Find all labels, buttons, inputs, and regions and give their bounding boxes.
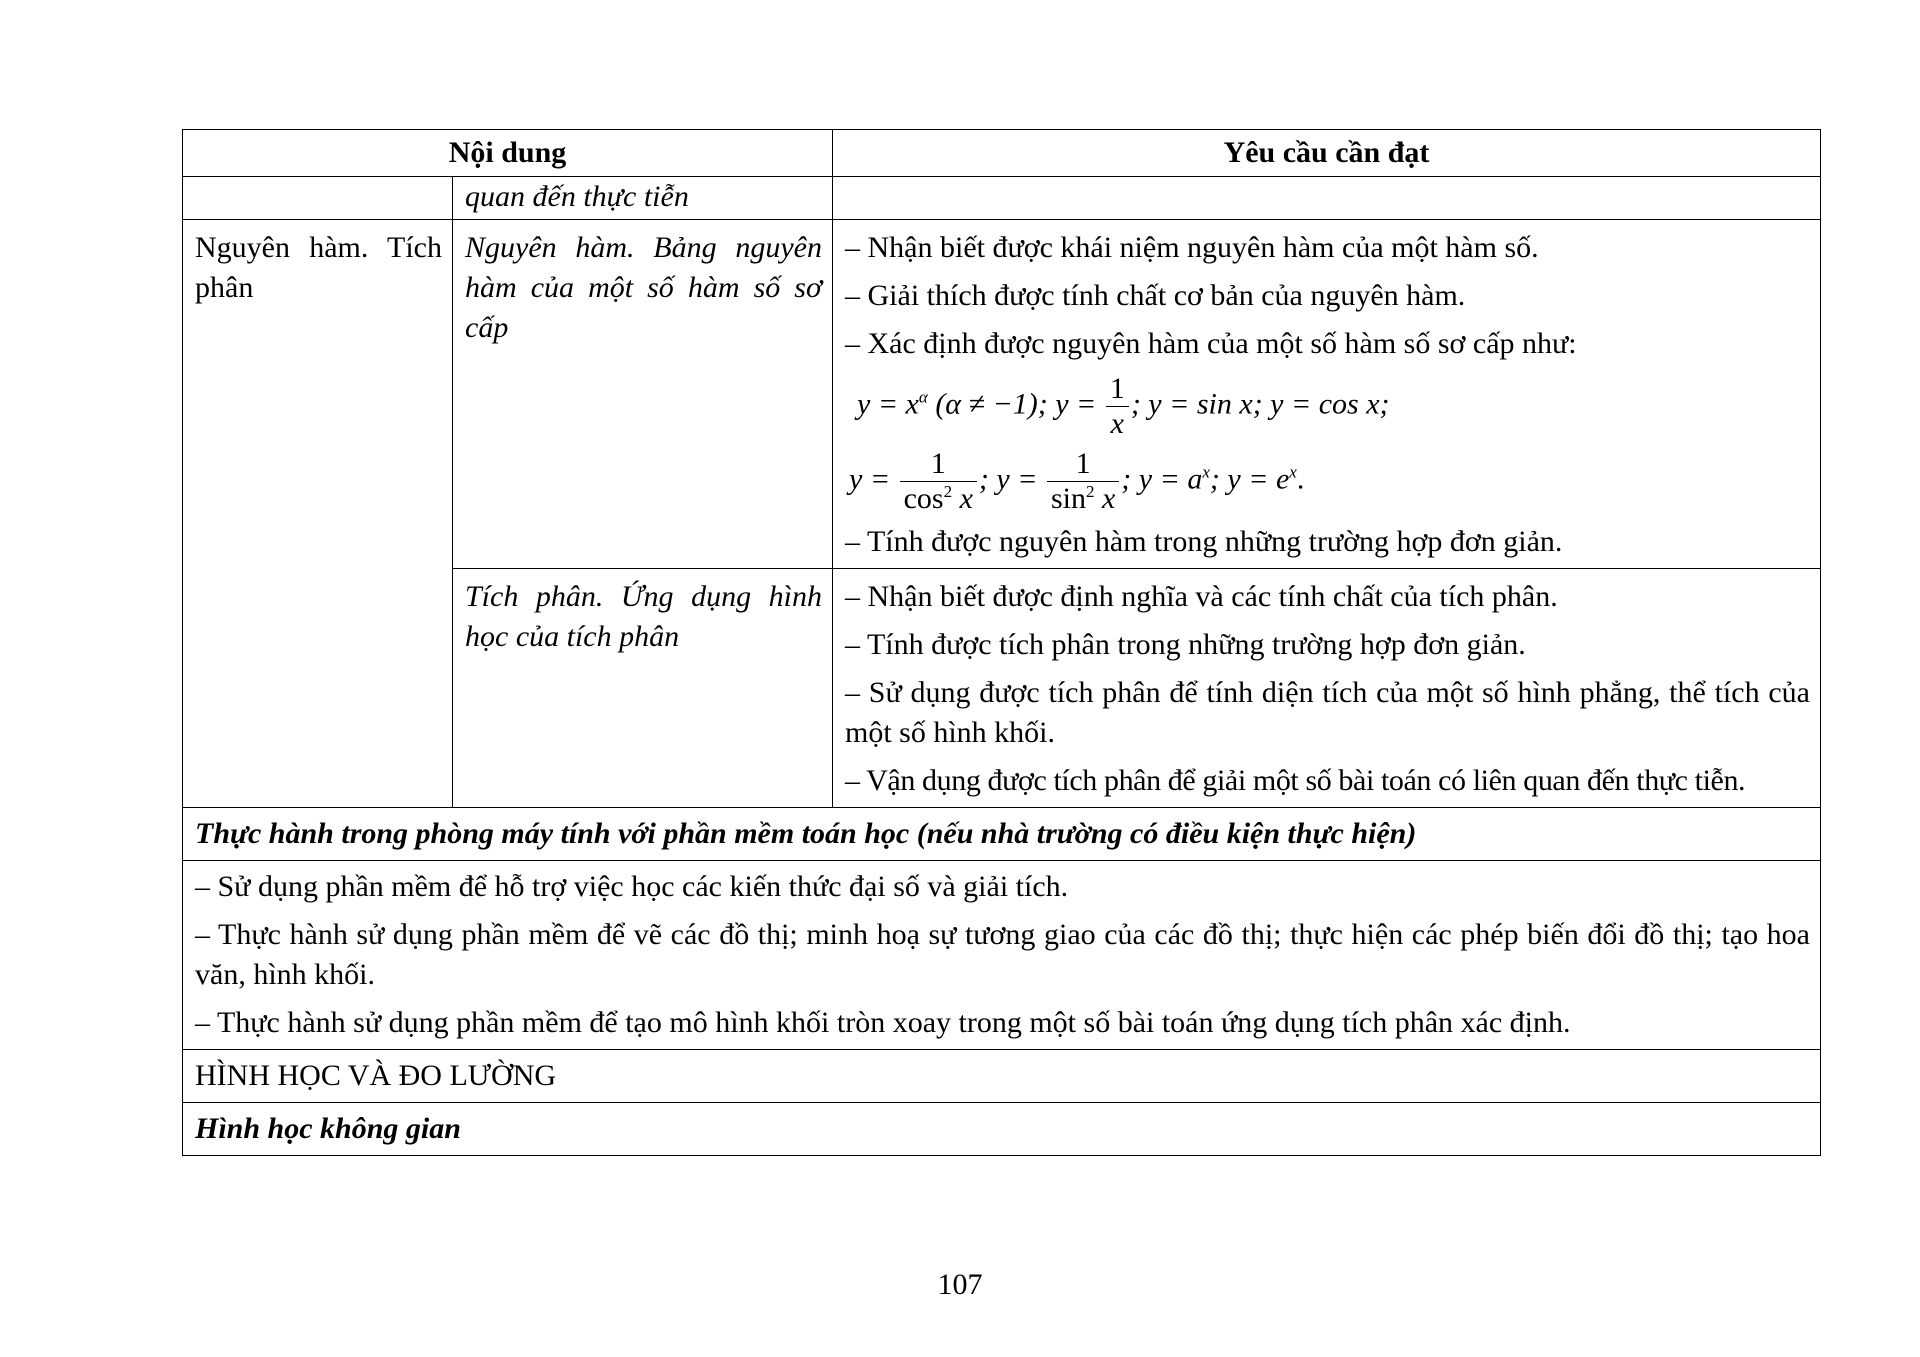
fraction: $\frac{1}{\sin^2 x}$: [1047, 447, 1119, 516]
requirement-item: – Nhận biết được khái niệm nguyên hàm của một hàm số.: [845, 231, 1539, 264]
practice-item: – Thực hành sử dụng phần mềm để vẽ các đồ thị; minh hoạ sự tương giao của các đồ thị; thực hiện các phép biến đổi đồ thị; tạo hoa văn, hình khối.: [195, 918, 1810, 991]
subtopic-continuation: quan đến thực tiễn: [453, 177, 833, 220]
subsection-heading: Hình học không gian: [183, 1103, 1821, 1156]
header-requirements: Yêu cầu cần đạt: [833, 130, 1821, 177]
fraction: $\frac{1}{x}$: [1106, 372, 1129, 441]
subtopic-antiderivative: Nguyên hàm. Bảng nguyên hàm của một số hàm số sơ cấp: [453, 220, 833, 569]
subsection-heading-row: [183, 1103, 1821, 1156]
requirement-item: – Tính được tích phân trong những trường hợp đơn giản.: [845, 628, 1526, 661]
section-heading: HÌNH HỌC VÀ ĐO LƯỜNG: [183, 1050, 1821, 1103]
header-content: Nội dung: [183, 130, 833, 177]
practice-title-row: [183, 808, 1821, 861]
formula-line-2: y = $\frac{1}{\cos^2 x}$ ; y = $\frac{1}{\sin^2 x}$ ; $y = a^x$; $y = e^x$.: [849, 447, 1305, 515]
practice-title: Thực hành trong phòng máy tính với phần mềm toán học (nếu nhà trường có điều kiện thực hiện): [183, 808, 1821, 861]
topic-cell-empty: [183, 177, 453, 220]
section-heading-row: [183, 1050, 1821, 1103]
requirement-item: – Giải thích được tính chất cơ bản của nguyên hàm.: [845, 279, 1466, 312]
curriculum-table: [182, 129, 1821, 1156]
requirement-item: – Sử dụng được tích phân để tính diện tích của một số hình phẳng, thể tích của một số hình khối.: [845, 676, 1810, 749]
requirements-integral: [833, 569, 1821, 808]
requirements-antiderivative: [833, 220, 1821, 569]
requirement-item: – Nhận biết được định nghĩa và các tính chất của tích phân.: [845, 580, 1558, 613]
requirement-item: – Vận dụng được tích phân để giải một số bài toán có liên quan đến thực tiễn.: [845, 764, 1746, 797]
table-row: [183, 220, 1821, 569]
formula-line-1: $y = x^\alpha$ (α ≠ −1); y = $\frac{1}{x}$ ; y = sin x; y = cos x;: [857, 372, 1390, 440]
requirement-item: – Tính được nguyên hàm trong những trường hợp đơn giản.: [845, 525, 1563, 558]
table-row: [183, 177, 1821, 220]
subtopic-integral: Tích phân. Ứng dụng hình học của tích phân: [453, 569, 833, 808]
page-number: 107: [937, 1268, 983, 1301]
practice-items-row: [183, 861, 1821, 1050]
table-header-row: [183, 130, 1821, 177]
topic-cell: Nguyên hàm. Tích phân: [183, 220, 453, 808]
requirement-item: – Xác định được nguyên hàm của một số hàm số sơ cấp như:: [845, 327, 1577, 360]
practice-items: [183, 861, 1821, 1050]
fraction: $\frac{1}{\cos^2 x}$: [900, 447, 977, 516]
practice-item: – Sử dụng phần mềm để hỗ trợ việc học các kiến thức đại số và giải tích.: [195, 870, 1069, 903]
practice-item: – Thực hành sử dụng phần mềm để tạo mô hình khối tròn xoay trong một số bài toán ứng dụng tích phân xác định.: [195, 1006, 1571, 1039]
requirements-cell-empty: [833, 177, 1821, 220]
